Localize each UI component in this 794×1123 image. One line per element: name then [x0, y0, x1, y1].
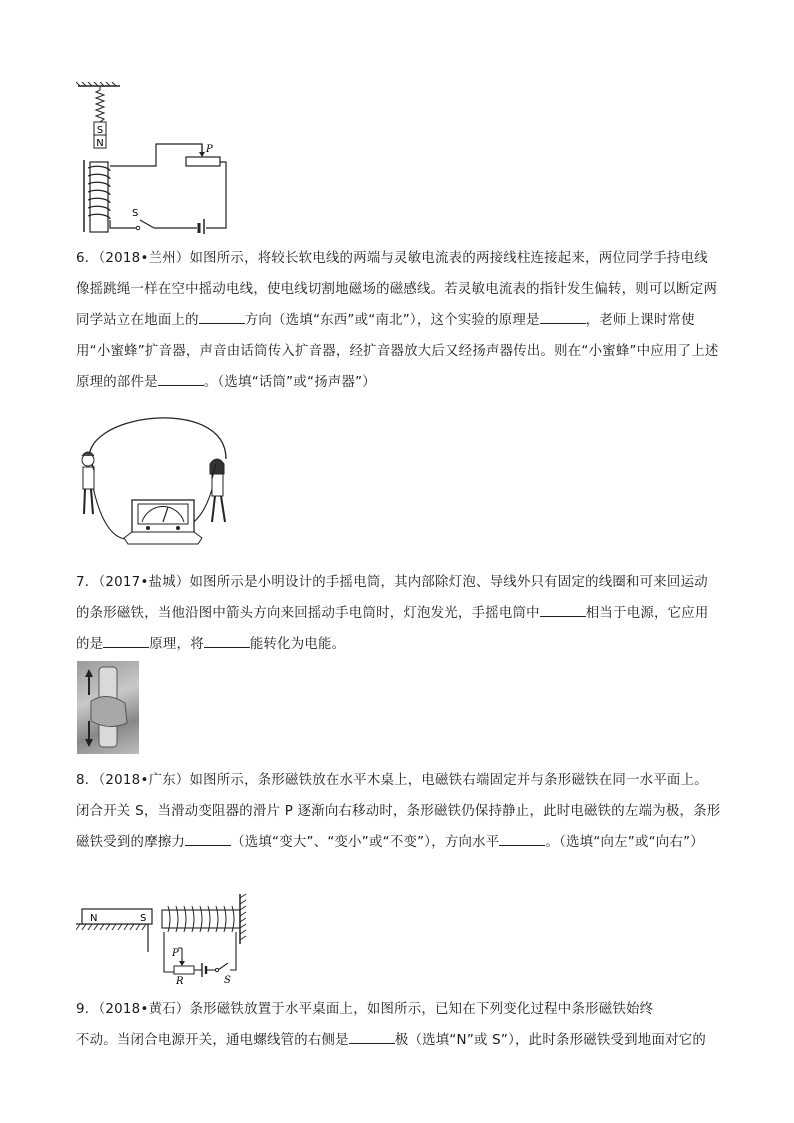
slider-p-label: P — [206, 144, 213, 155]
q7-text-d: 能转化为电能。 — [249, 637, 346, 652]
q7-blank-1[interactable] — [540, 603, 586, 617]
q6-source: （2018•兰州） — [98, 251, 190, 266]
q8-blank-2[interactable] — [499, 832, 545, 846]
q7-number: 7． — [76, 575, 99, 590]
q7-blank-2[interactable] — [103, 634, 149, 648]
q6-text-c: ，老师上课时常使用“小蜜蜂”扩音器，声音由话筒传入扩音器，经扩音器放大后又经扬声器传出。则在“小蜜蜂”中应用了上述原理的部件是 — [76, 313, 719, 390]
q6-number: 6． — [76, 251, 99, 266]
photo-hand-shake-flashlight — [77, 661, 139, 754]
q7-blank-3[interactable] — [204, 634, 250, 648]
question-6 — [76, 243, 721, 398]
q7-source: （2017•盐城） — [98, 575, 190, 590]
fig3-magnet-s-label: S — [140, 913, 147, 924]
fig3-slider-p-label: P — [172, 948, 179, 959]
switch-s-label: S — [132, 208, 139, 219]
fig3-switch-s-label: S — [224, 975, 231, 984]
q6-blank-2[interactable] — [540, 310, 586, 324]
q9-source: （2018•黄石） — [98, 1002, 190, 1017]
q6-text-b: 方向（选填“东西”或“南北”），这个实验的原理是 — [244, 313, 540, 328]
magnet-s-label: S — [96, 125, 104, 136]
q7-text-b: 相当于电源，它应用的是 — [76, 606, 709, 652]
q8-blank-1[interactable] — [185, 832, 231, 846]
question-7 — [76, 567, 721, 660]
fig3-resistor-r-label: R — [176, 976, 184, 984]
q7-text-c: 原理，将 — [149, 637, 204, 652]
q8-text-a: 如图所示，条形磁铁放在水平木桌上，电磁铁右端固定并与条形磁铁在同一水平面上。闭合开关 S，当滑动变阻器的滑片 P 逐渐向右移动时，条形磁铁仍保持静止，此时电磁铁的左端为极，条形磁铁受到的摩擦力 — [76, 773, 721, 850]
figure-bar-magnet-electromagnet — [76, 892, 252, 984]
q6-text-d: 。（选填“话筒”或“扬声器”） — [203, 375, 376, 390]
q6-blank-3[interactable] — [158, 372, 204, 386]
question-9 — [76, 994, 721, 1056]
question-8 — [76, 765, 721, 858]
q9-number: 9． — [76, 1002, 99, 1017]
q9-text-a: 条形磁铁放置于水平桌面上，如图所示，已知在下列变化过程中条形磁铁始终 — [189, 1002, 654, 1017]
q7-text-a: 如图所示是小明设计的手摇电筒，其内部除灯泡、导线外只有固定的线圈和可来回运动的条形磁铁，当他沿图中箭头方向来回摇动手电筒时，灯泡发光，手摇电筒中 — [76, 575, 708, 621]
q8-text-b: （选填“变大”、“变小”或“不变”），方向水平 — [231, 835, 500, 850]
q6-blank-1[interactable] — [199, 310, 245, 324]
flashlight-illustration — [77, 661, 139, 754]
magnet-n-label: N — [96, 138, 104, 149]
q8-number: 8． — [76, 773, 99, 788]
q8-source: （2018•广东） — [98, 773, 190, 788]
q9-text-c: 极（选填“N”或 S”），此时条形磁铁受到地面对它的 — [394, 1033, 707, 1048]
q9-blank-1[interactable] — [349, 1030, 395, 1044]
figure-swinging-wire — [76, 404, 236, 556]
q8-text-c: 。（选填“向左”或“向右”） — [545, 835, 704, 850]
figure-electromagnet-circuit — [76, 82, 236, 234]
fig3-magnet-n-label: N — [90, 913, 98, 924]
q9-text-b: 不动。当闭合电源开关，通电螺线管的右侧是 — [76, 1033, 349, 1048]
q6-text-a: 如图所示，将较长软电线的两端与灵敏电流表的两接线柱连接起来，两位同学手持电线像摇跳绳一样在空中摇动电线，使电线切割地磁场的磁感线。若灵敏电流表的指针发生偏转，则可以断定两同学站立在地面上的 — [76, 251, 718, 328]
